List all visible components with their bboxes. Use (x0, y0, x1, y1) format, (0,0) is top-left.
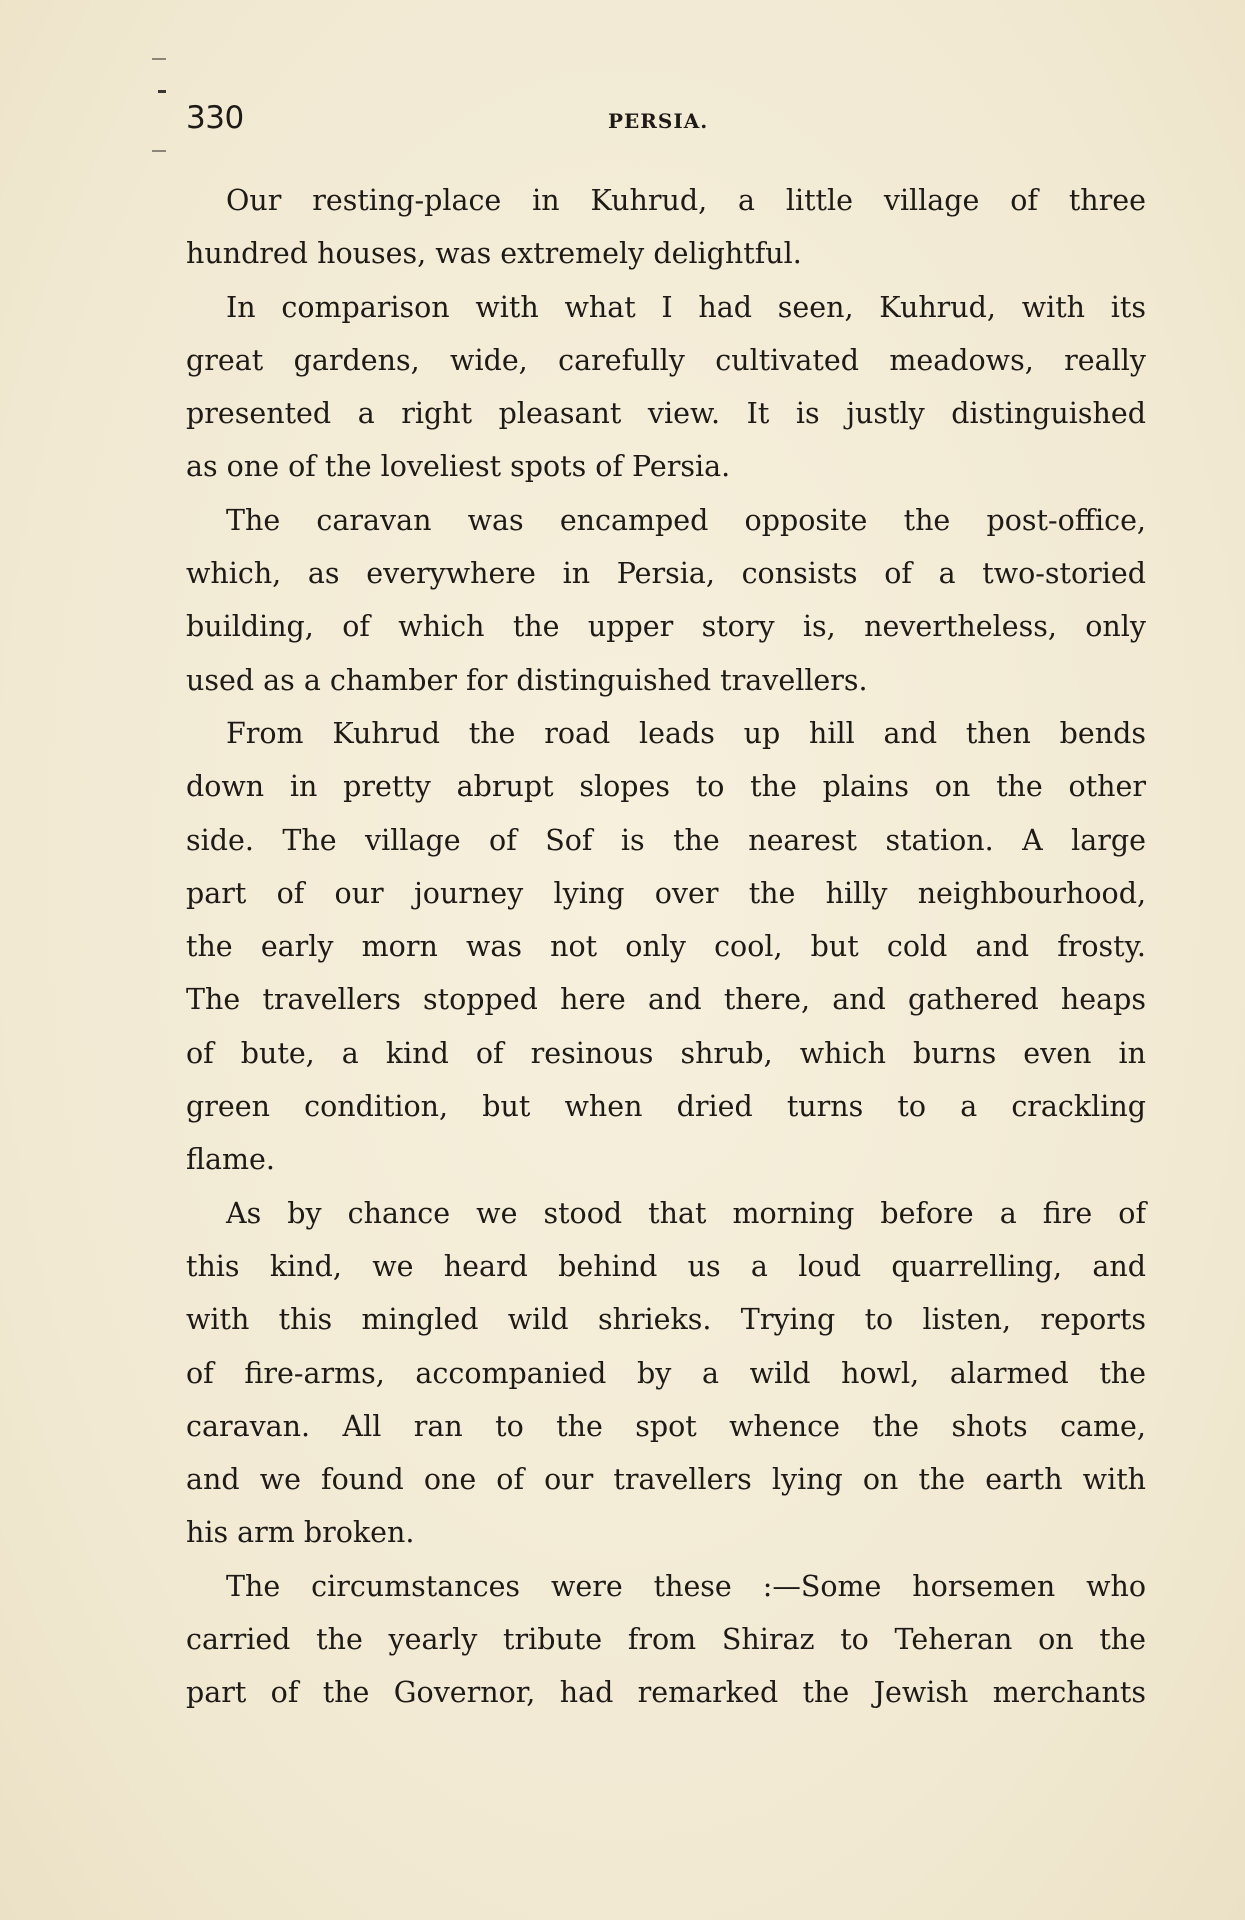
text-line: with this mingled wild shrieks. Trying to listen, reports (186, 1303, 1146, 1337)
text-line: which, as everywhere in Persia, consists of a two-storied (186, 557, 1146, 591)
margin-mark (152, 58, 166, 60)
text-line: hundred houses, was extremely delightful. (186, 237, 802, 271)
text-line: the early morn was not only cool, but cold and frosty. (186, 930, 1146, 964)
text-line: presented a right pleasant view. It is justly distinguished (186, 397, 1146, 431)
text-line: Our resting-place in Kuhrud, a little village of three (226, 184, 1146, 217)
text-line: great gardens, wide, carefully cultivated meadows, really (186, 343, 1146, 377)
text-line: as one of the loveliest spots of Persia. (186, 450, 731, 484)
text-line: The travellers stopped here and there, and gathered heaps (186, 983, 1146, 1017)
text-line: his arm broken. (186, 1516, 415, 1550)
text-line: of fire-arms, accompanied by a wild howl, alarmed the (186, 1356, 1146, 1390)
text-line: and we found one of our travellers lying on the earth with (186, 1463, 1146, 1497)
text-line: The circumstances were these :—Some horsemen who (226, 1569, 1146, 1603)
running-head (186, 100, 1146, 140)
body-text (186, 174, 1146, 1720)
text-line: side. The village of Sof is the nearest station. A large (186, 823, 1146, 857)
text-line: this kind, we heard behind us a loud quarrelling, and (186, 1249, 1146, 1283)
text-line: The caravan was encamped opposite the post-office, (226, 503, 1146, 537)
text-line: green condition, but when dried turns to a crackling (186, 1090, 1146, 1124)
text-line: part of our journey lying over the hilly neighbourhood, (186, 876, 1146, 910)
text-line: part of the Governor, had remarked the Jewish merchants (186, 1676, 1146, 1710)
text-line: carried the yearly tribute from Shiraz to Teheran on the (186, 1623, 1146, 1657)
text-line: As by chance we stood that morning before a fire of (226, 1196, 1146, 1230)
page-number: 330 (186, 100, 244, 136)
text-line: used as a chamber for distinguished travellers. (186, 663, 868, 697)
text-line: caravan. All ran to the spot whence the shots came, (186, 1409, 1146, 1443)
text-line: flame. (186, 1143, 275, 1177)
text-line: From Kuhrud the road leads up hill and then bends (226, 716, 1146, 750)
text-line: down in pretty abrupt slopes to the plains on the other (186, 770, 1146, 804)
text-line: building, of which the upper story is, nevertheless, only (186, 610, 1146, 644)
margin-mark (152, 150, 166, 152)
margin-mark (158, 90, 166, 93)
text-line: In comparison with what I had seen, Kuhrud, with its (226, 290, 1146, 324)
text-line: of bute, a kind of resinous shrub, which burns even in (186, 1036, 1146, 1070)
running-title: PERSIA. (608, 109, 709, 133)
